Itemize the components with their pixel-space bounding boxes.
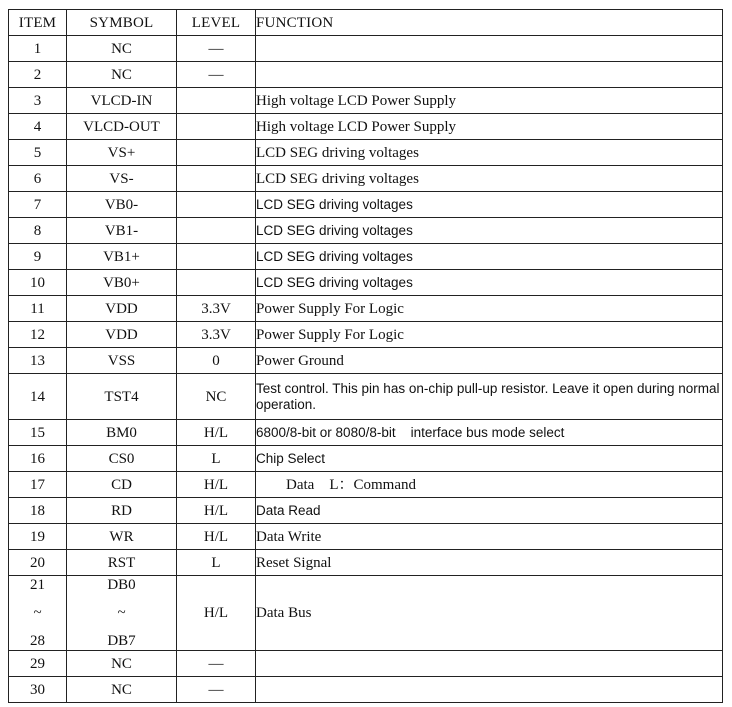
symbol-cell: VS-: [67, 166, 177, 192]
item-cell: 2: [9, 62, 67, 88]
table-row: [9, 88, 723, 114]
level-cell: 0: [177, 348, 256, 374]
item-cell: 5: [9, 140, 67, 166]
item-cell: 3: [9, 88, 67, 114]
function-cell: LCD SEG driving voltages: [256, 140, 723, 166]
level-cell: —: [177, 677, 256, 703]
table-row: [9, 36, 723, 62]
level-cell: [177, 244, 256, 270]
symbol-cell: RST: [67, 550, 177, 576]
item-cell: 19: [9, 524, 67, 550]
table-row: [9, 524, 723, 550]
function-cell: [256, 651, 723, 677]
item-range-start: 21: [30, 577, 45, 593]
level-cell: H/L: [177, 576, 256, 651]
item-cell: 15: [9, 420, 67, 446]
table-row: [9, 498, 723, 524]
header-row: [9, 10, 723, 36]
table-row: [9, 550, 723, 576]
symbol-cell: NC: [67, 651, 177, 677]
level-cell: H/L: [177, 472, 256, 498]
item-cell: [9, 576, 67, 651]
item-cell: 14: [9, 374, 67, 420]
table-row: [9, 420, 723, 446]
table-row: [9, 270, 723, 296]
function-cell: Power Supply For Logic: [256, 296, 723, 322]
symbol-cell: VDD: [67, 296, 177, 322]
function-cell: LCD SEG driving voltages: [256, 244, 723, 270]
item-cell: 20: [9, 550, 67, 576]
level-cell: H/L: [177, 498, 256, 524]
function-cell: Test control. This pin has on-chip pull-up resistor. Leave it open during normal operation.: [256, 374, 723, 420]
function-cell: Data Bus: [256, 576, 723, 651]
function-cell: [256, 36, 723, 62]
item-cell: 12: [9, 322, 67, 348]
symbol-cell: BM0: [67, 420, 177, 446]
level-cell: 3.3V: [177, 296, 256, 322]
table-row: [9, 218, 723, 244]
level-cell: —: [177, 36, 256, 62]
item-cell: 1: [9, 36, 67, 62]
function-cell: LCD SEG driving voltages: [256, 218, 723, 244]
item-cell: 6: [9, 166, 67, 192]
pin-table: [8, 9, 723, 703]
item-cell: 30: [9, 677, 67, 703]
symbol-cell: VB1-: [67, 218, 177, 244]
item-cell: 4: [9, 114, 67, 140]
item-cell: 13: [9, 348, 67, 374]
table-row: [9, 62, 723, 88]
item-cell: 29: [9, 651, 67, 677]
level-cell: NC: [177, 374, 256, 420]
level-cell: —: [177, 62, 256, 88]
symbol-cell: VLCD-OUT: [67, 114, 177, 140]
table-row: [9, 348, 723, 374]
level-cell: L: [177, 446, 256, 472]
symbol-cell: [67, 576, 177, 651]
table-row: [9, 244, 723, 270]
symbol-cell: VDD: [67, 322, 177, 348]
function-cell: Data L：Command: [256, 472, 723, 498]
header-item: ITEM: [9, 10, 67, 36]
level-cell: H/L: [177, 524, 256, 550]
table-row: [9, 576, 723, 651]
symbol-cell: CD: [67, 472, 177, 498]
function-cell: Chip Select: [256, 446, 723, 472]
table-row: [9, 114, 723, 140]
function-cell: Data Read: [256, 498, 723, 524]
function-cell: LCD SEG driving voltages: [256, 192, 723, 218]
symbol-cell: WR: [67, 524, 177, 550]
item-cell: 10: [9, 270, 67, 296]
table-row: [9, 322, 723, 348]
item-cell: 9: [9, 244, 67, 270]
symbol-cell: VLCD-IN: [67, 88, 177, 114]
level-cell: H/L: [177, 420, 256, 446]
symbol-cell: NC: [67, 62, 177, 88]
header-function: FUNCTION: [256, 10, 723, 36]
level-cell: 3.3V: [177, 322, 256, 348]
table-row: [9, 374, 723, 420]
symbol-cell: NC: [67, 36, 177, 62]
table-row: [9, 166, 723, 192]
table-row: [9, 651, 723, 677]
item-cell: 7: [9, 192, 67, 218]
level-cell: [177, 270, 256, 296]
function-cell: High voltage LCD Power Supply: [256, 114, 723, 140]
function-cell: High voltage LCD Power Supply: [256, 88, 723, 114]
level-cell: [177, 140, 256, 166]
function-cell: Reset Signal: [256, 550, 723, 576]
function-cell: LCD SEG driving voltages: [256, 166, 723, 192]
function-cell: [256, 677, 723, 703]
table-row: [9, 296, 723, 322]
symbol-cell: NC: [67, 677, 177, 703]
level-cell: [177, 218, 256, 244]
table-row: [9, 472, 723, 498]
table-row: [9, 192, 723, 218]
level-cell: [177, 88, 256, 114]
symbol-cell: TST4: [67, 374, 177, 420]
table-row: [9, 140, 723, 166]
table-row: [9, 446, 723, 472]
function-cell: 6800/8-bit or 8080/8-bit interface bus mode select: [256, 420, 723, 446]
symbol-cell: VS+: [67, 140, 177, 166]
header-level: LEVEL: [177, 10, 256, 36]
item-range-end: 28: [30, 633, 45, 649]
table-row: [9, 677, 723, 703]
item-cell: 16: [9, 446, 67, 472]
function-cell: Power Ground: [256, 348, 723, 374]
symbol-range-start: DB0: [107, 577, 136, 593]
level-cell: [177, 114, 256, 140]
function-cell: Data Write: [256, 524, 723, 550]
level-cell: [177, 192, 256, 218]
function-cell: Power Supply For Logic: [256, 322, 723, 348]
symbol-range-end: DB7: [107, 633, 136, 649]
symbol-range-tilde: ~: [117, 605, 126, 621]
item-cell: 18: [9, 498, 67, 524]
symbol-cell: VB0-: [67, 192, 177, 218]
symbol-cell: VSS: [67, 348, 177, 374]
item-cell: 8: [9, 218, 67, 244]
function-cell: LCD SEG driving voltages: [256, 270, 723, 296]
level-cell: [177, 166, 256, 192]
function-cell: [256, 62, 723, 88]
symbol-cell: VB1+: [67, 244, 177, 270]
item-cell: 17: [9, 472, 67, 498]
symbol-cell: CS0: [67, 446, 177, 472]
header-symbol: SYMBOL: [67, 10, 177, 36]
symbol-cell: VB0+: [67, 270, 177, 296]
item-cell: 11: [9, 296, 67, 322]
item-range-tilde: ~: [33, 605, 42, 621]
level-cell: L: [177, 550, 256, 576]
level-cell: —: [177, 651, 256, 677]
symbol-cell: RD: [67, 498, 177, 524]
